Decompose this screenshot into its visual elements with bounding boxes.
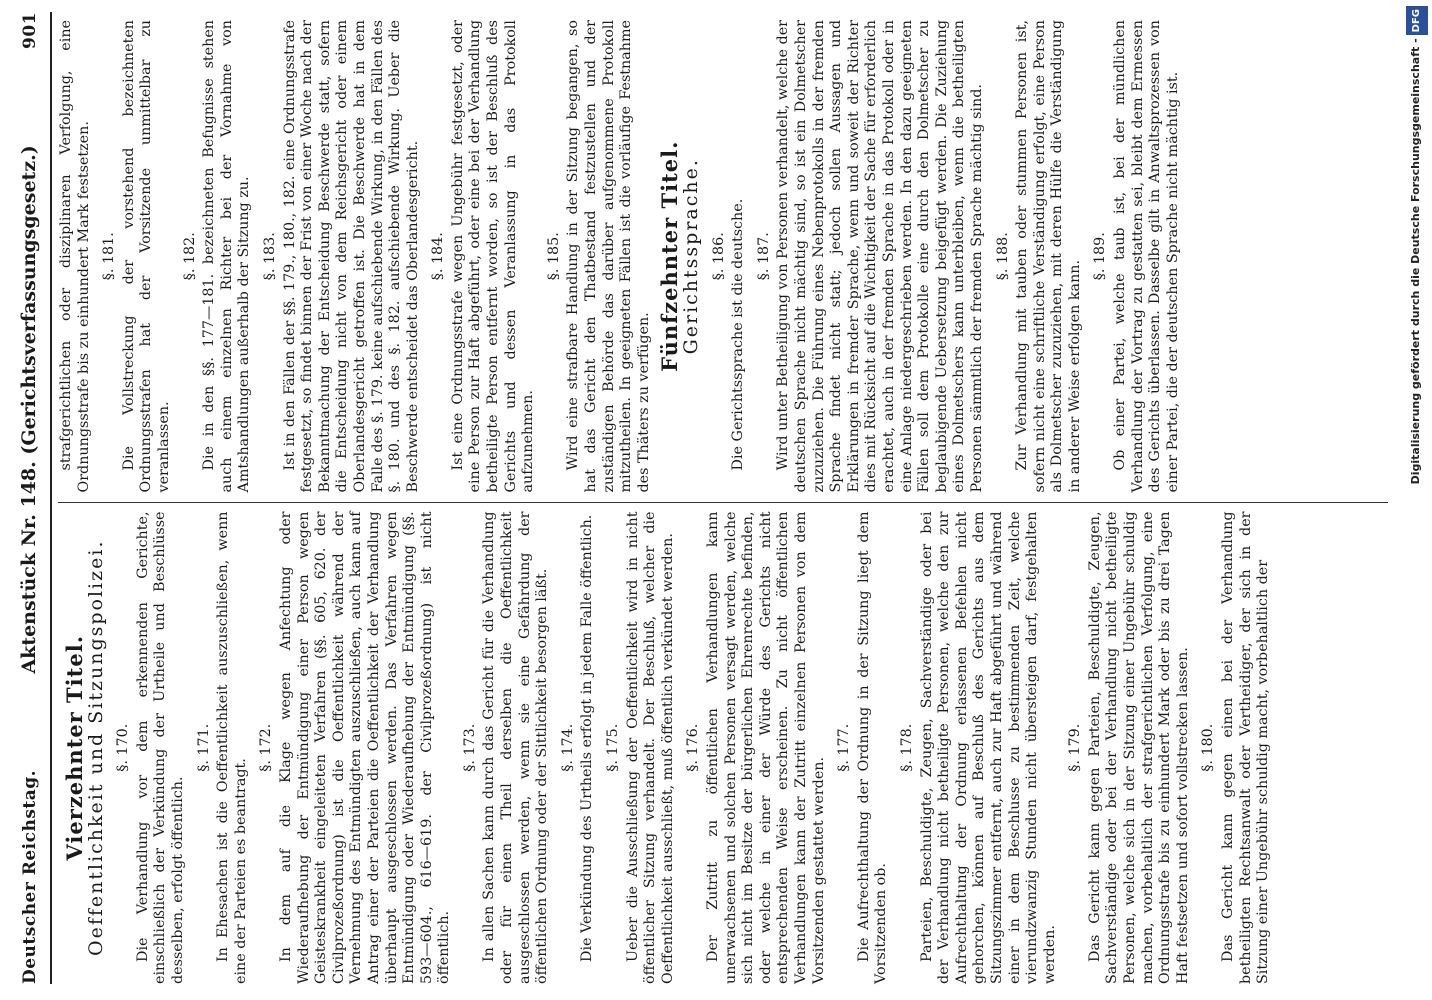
left-sections <box>115 512 1273 985</box>
section-number: §. 174. <box>559 723 576 772</box>
section-text: Die in den §§. 177—181. bezeichneten Befugnisse stehen auch einem einzelnen Richter bei der Vornahme von Amtshandlungen außerhalb der Sitzung zu. <box>201 20 253 493</box>
section-number: §. 184. <box>430 232 447 281</box>
section-number: §. 182. <box>181 232 198 281</box>
right-title: Fünfzehnter Titel. <box>657 140 683 372</box>
right-intro: strafgerichtlichen oder disziplinaren Verfolgung, eine Ordnungsstrafe bis zu einhundert Mark festsetzen. <box>58 20 92 493</box>
digitization-sidebar <box>1405 0 1432 1000</box>
section-text: Ob einer Partei, welche taub ist, bei der mündlichen Verhandlung der Vortrag zu gestatten sei, bleibt dem Ermessen des Gerichts überlassen. Dasselbe gilt in Anwaltsprozessen von einer Partei, die der deutschen Sprache nicht mächtig ist. <box>1112 20 1181 493</box>
section-text: Zur Verhandlung mit tauben oder stummen Personen ist, sofern nicht eine schriftliche Verständigung erfolgt, eine Person als Dolmetscher zuzuziehen, mit deren Hülfe die Verständigung in anderer Weise erfolgen kann. <box>1014 20 1083 493</box>
section-text: Parteien, Beschuldigte, Zeugen, Sachverständige oder bei der Verhandlung nicht betheiligte Personen, welche den zur Aufrechthaltung der Ordnung erlassenen Befehlen nicht gehorchen, können auf Beschluß des Gerichts aus dem Sitzungszimmer entfernt, auch zur Haft abgeführt und während einer in dem Beschlusse zu bestimmenden Zeit, welche vierundzwanzig Stunden nicht übersteigen darf, festgehalten werden. <box>918 511 1058 984</box>
section-text: Wird unter Betheiligung von Personen verhandelt, welche der deutschen Sprache nicht mächtig sind, so ist ein Dolmetscher zuzuziehen. Die Führung eines Nebenprotokolls in der fremden Sprache findet nicht statt; jedoch sollen Aussagen und Erklärungen in fremder Sprache, wenn und soweit der Richter dies mit Rücksicht auf die Wichtigkeit der Sache für erforderlich erachtet, auch in der fremden Sprache in das Protokoll oder in eine Anlage niedergeschrieben werden. In den dazu geeigneten Fällen soll dem Protokolle eine durch den Dolmetscher zu beglaubigende Uebersetzung beigefügt werden. Die Zuziehung eines Dolmetschers kann unterbleiben, wenn die betheiligten Personen sämmtlich der fremden Sprache mächtig sind. <box>775 20 985 493</box>
section-text: In allen Sachen kann durch das Gericht für die Verhandlung oder für einen Theil derselben die Oeffentlichkeit ausgeschlossen werden, wenn sie eine Gefährdung der öffentlichen Ordnung oder der Sittlichkeit besorgen läßt. <box>481 511 551 984</box>
section-text: Wird eine strafbare Handlung in der Sitzung begangen, so hat das Gericht den Thatbestand festzustellen und der zuständigen Behörde das darüber aufgenommene Protokoll mitzutheilen. In geeigneten Fällen ist die vorläufige Festnahme des Thäters zu verfügen. <box>565 20 652 493</box>
section-number: §. 171. <box>195 723 212 772</box>
section-number: §. 183. <box>261 232 278 281</box>
right-sections <box>101 20 653 493</box>
left-column <box>58 503 1388 985</box>
header-center: Aktenstück Nr. 148. (Gerichtsverfassungsgesetz.) <box>18 145 40 674</box>
text-columns <box>58 12 1388 984</box>
header-left: Deutscher Reichstag. <box>20 769 40 984</box>
right-sections-2 <box>711 20 1183 493</box>
section-number: §. 185. <box>545 232 562 281</box>
section-number: §. 188. <box>994 232 1011 281</box>
section-number: §. 177. <box>836 723 853 772</box>
section-number: §. 186. <box>710 232 727 281</box>
section-text: Die Aufrechthaltung der Ordnung in der Sitzung liegt dem Vorsitzenden ob. <box>855 511 890 984</box>
section-text: Die Gerichtssprache ist die deutsche. <box>730 198 747 471</box>
section-number: §. 179. <box>1067 723 1084 772</box>
section-text: Ist in den Fällen der §§. 179., 180., 182. eine Ordnungsstrafe festgesetzt, so findet binnen der Frist von einer Woche nach der Bekanntmachung der Entscheidung Beschwerde statt, sofern die Entscheidung nicht von dem Reichsgericht oder einem Oberlandesgericht getroffen ist. Die Beschwerde hat in dem Falle des §. 179. keine aufschiebende Wirkung, in den Fällen des §. 180. und des §. 182. aufschiebende Wirkung. Ueber die Beschwerde entscheidet das Oberlandesgericht. <box>281 20 421 493</box>
section-text: In dem auf die Klage wegen Anfechtung oder Wiederaufhebung der Entmündigung einer Person wegen Geisteskrankheit eingeleiteten Verfahren (§§. 605, 620. der Civilprozeßordnung) ist die Oeffentlichkeit während der Vernehmung des Entmündigten auszuschließen, auch kann auf Antrag einer der Parteien die Oeffentlichkeit der Verhandlung überhaupt ausgeschlossen werden. Das Verfahren wegen Entmündigung oder Wiederaufhebung der Entmündigung (§§. 593—604., 616—619. der Civilprozeßordnung) ist nicht öffentlich. <box>277 511 453 984</box>
section-number: §. 175. <box>605 723 622 772</box>
section-text: Ueber die Ausschließung der Oeffentlichkeit wird in nicht öffentlicher Sitzung verhandelt. Der Beschluß, welcher die Oeffentlichkeit ausschließt, muß öffentlich verkündet werden. <box>624 511 676 984</box>
right-column <box>58 12 1388 493</box>
section-number: §. 170. <box>115 723 132 772</box>
section-text: In Ehesachen ist die Oeffentlichkeit auszuschließen, wenn eine der Parteien es beantragt. <box>215 511 249 984</box>
dfg-logo: DFG <box>1406 6 1428 35</box>
section-text: Ist eine Ordnungsstrafe wegen Ungebühr festgesetzt, oder eine Person zur Haft abgeführt, oder eine bei der Verhandlung betheiligte Person entfernt worden, so ist der Beschluß des Gerichts und dessen Veranlassung in das Protokoll aufzunehmen. <box>449 20 537 493</box>
section-text: Die Verkündung des Urtheils erfolgt in jedem Falle öffentlich. <box>579 514 596 962</box>
section-number: §. 172. <box>258 723 275 772</box>
page-header <box>18 12 52 984</box>
section-number: §. 181. <box>101 232 118 281</box>
section-text: Die Vollstreckung der vorstehend bezeichneten Ordnungsstrafen hat der Vorsitzende unmittelbar zu veranlassen. <box>120 20 172 493</box>
section-number: §. 189. <box>1092 232 1109 281</box>
section-text: Das Gericht kann gegen Parteien, Beschuldigte, Zeugen, Sachverständige oder bei der Verhandlung nicht betheiligte Personen, welche sich in der Sitzung einer Ungebühr schuldig machen, vorbehaltlich der strafgerichtlichen Verfolgung, eine Ordnungsstrafe bis zu einhundert Mark oder bis zu drei Tagen Haft festsetzen und sofort vollstrecken lassen. <box>1086 511 1191 984</box>
section-number: §. 187. <box>755 232 772 281</box>
section-text: Das Gericht kann gegen einen bei der Verhandlung betheiligten Rechtsanwalt oder Vertheidiger, der sich in der Sitzung einer Ungebühr schuldig macht, vorbehaltlich der <box>1220 511 1272 984</box>
left-title: Vierzehnter Titel. <box>62 634 87 861</box>
right-subtitle: Gerichtssprache. <box>680 158 702 355</box>
section-text: Die Verhandlung vor dem erkennenden Gerichte, einschließlich der Verkündung der Urtheile und Beschlüsse desselben, erfolgt öffentlich. <box>134 511 186 984</box>
sidebar-credit <box>1405 0 1428 1000</box>
section-number: §. 176. <box>685 723 702 772</box>
page-number: 901 <box>20 12 40 49</box>
sidebar-credit-text: Digitalisierung gefördert durch die Deutsche Forschungsgemeinschaft - <box>1409 38 1422 485</box>
section-number: §. 180. <box>1200 723 1217 772</box>
section-number: §. 173. <box>461 723 478 772</box>
section-number: §. 178. <box>898 723 915 772</box>
left-subtitle: Oeffentlichkeit und Sitzungspolizei. <box>84 539 107 956</box>
section-text: Der Zutritt zu öffentlichen Verhandlungen kann unerwachsenen und solchen Personen versagt werden, welche sich nicht im Besitze der bürgerlichen Ehrenrechte befinden, oder welche in einer der Würde des Gerichts nicht entsprechenden Weise erscheinen. Zu nicht öffentlichen Verhandlungen kann der Zutritt einzelnen Personen von dem Vorsitzenden gestattet werden. <box>705 511 827 984</box>
